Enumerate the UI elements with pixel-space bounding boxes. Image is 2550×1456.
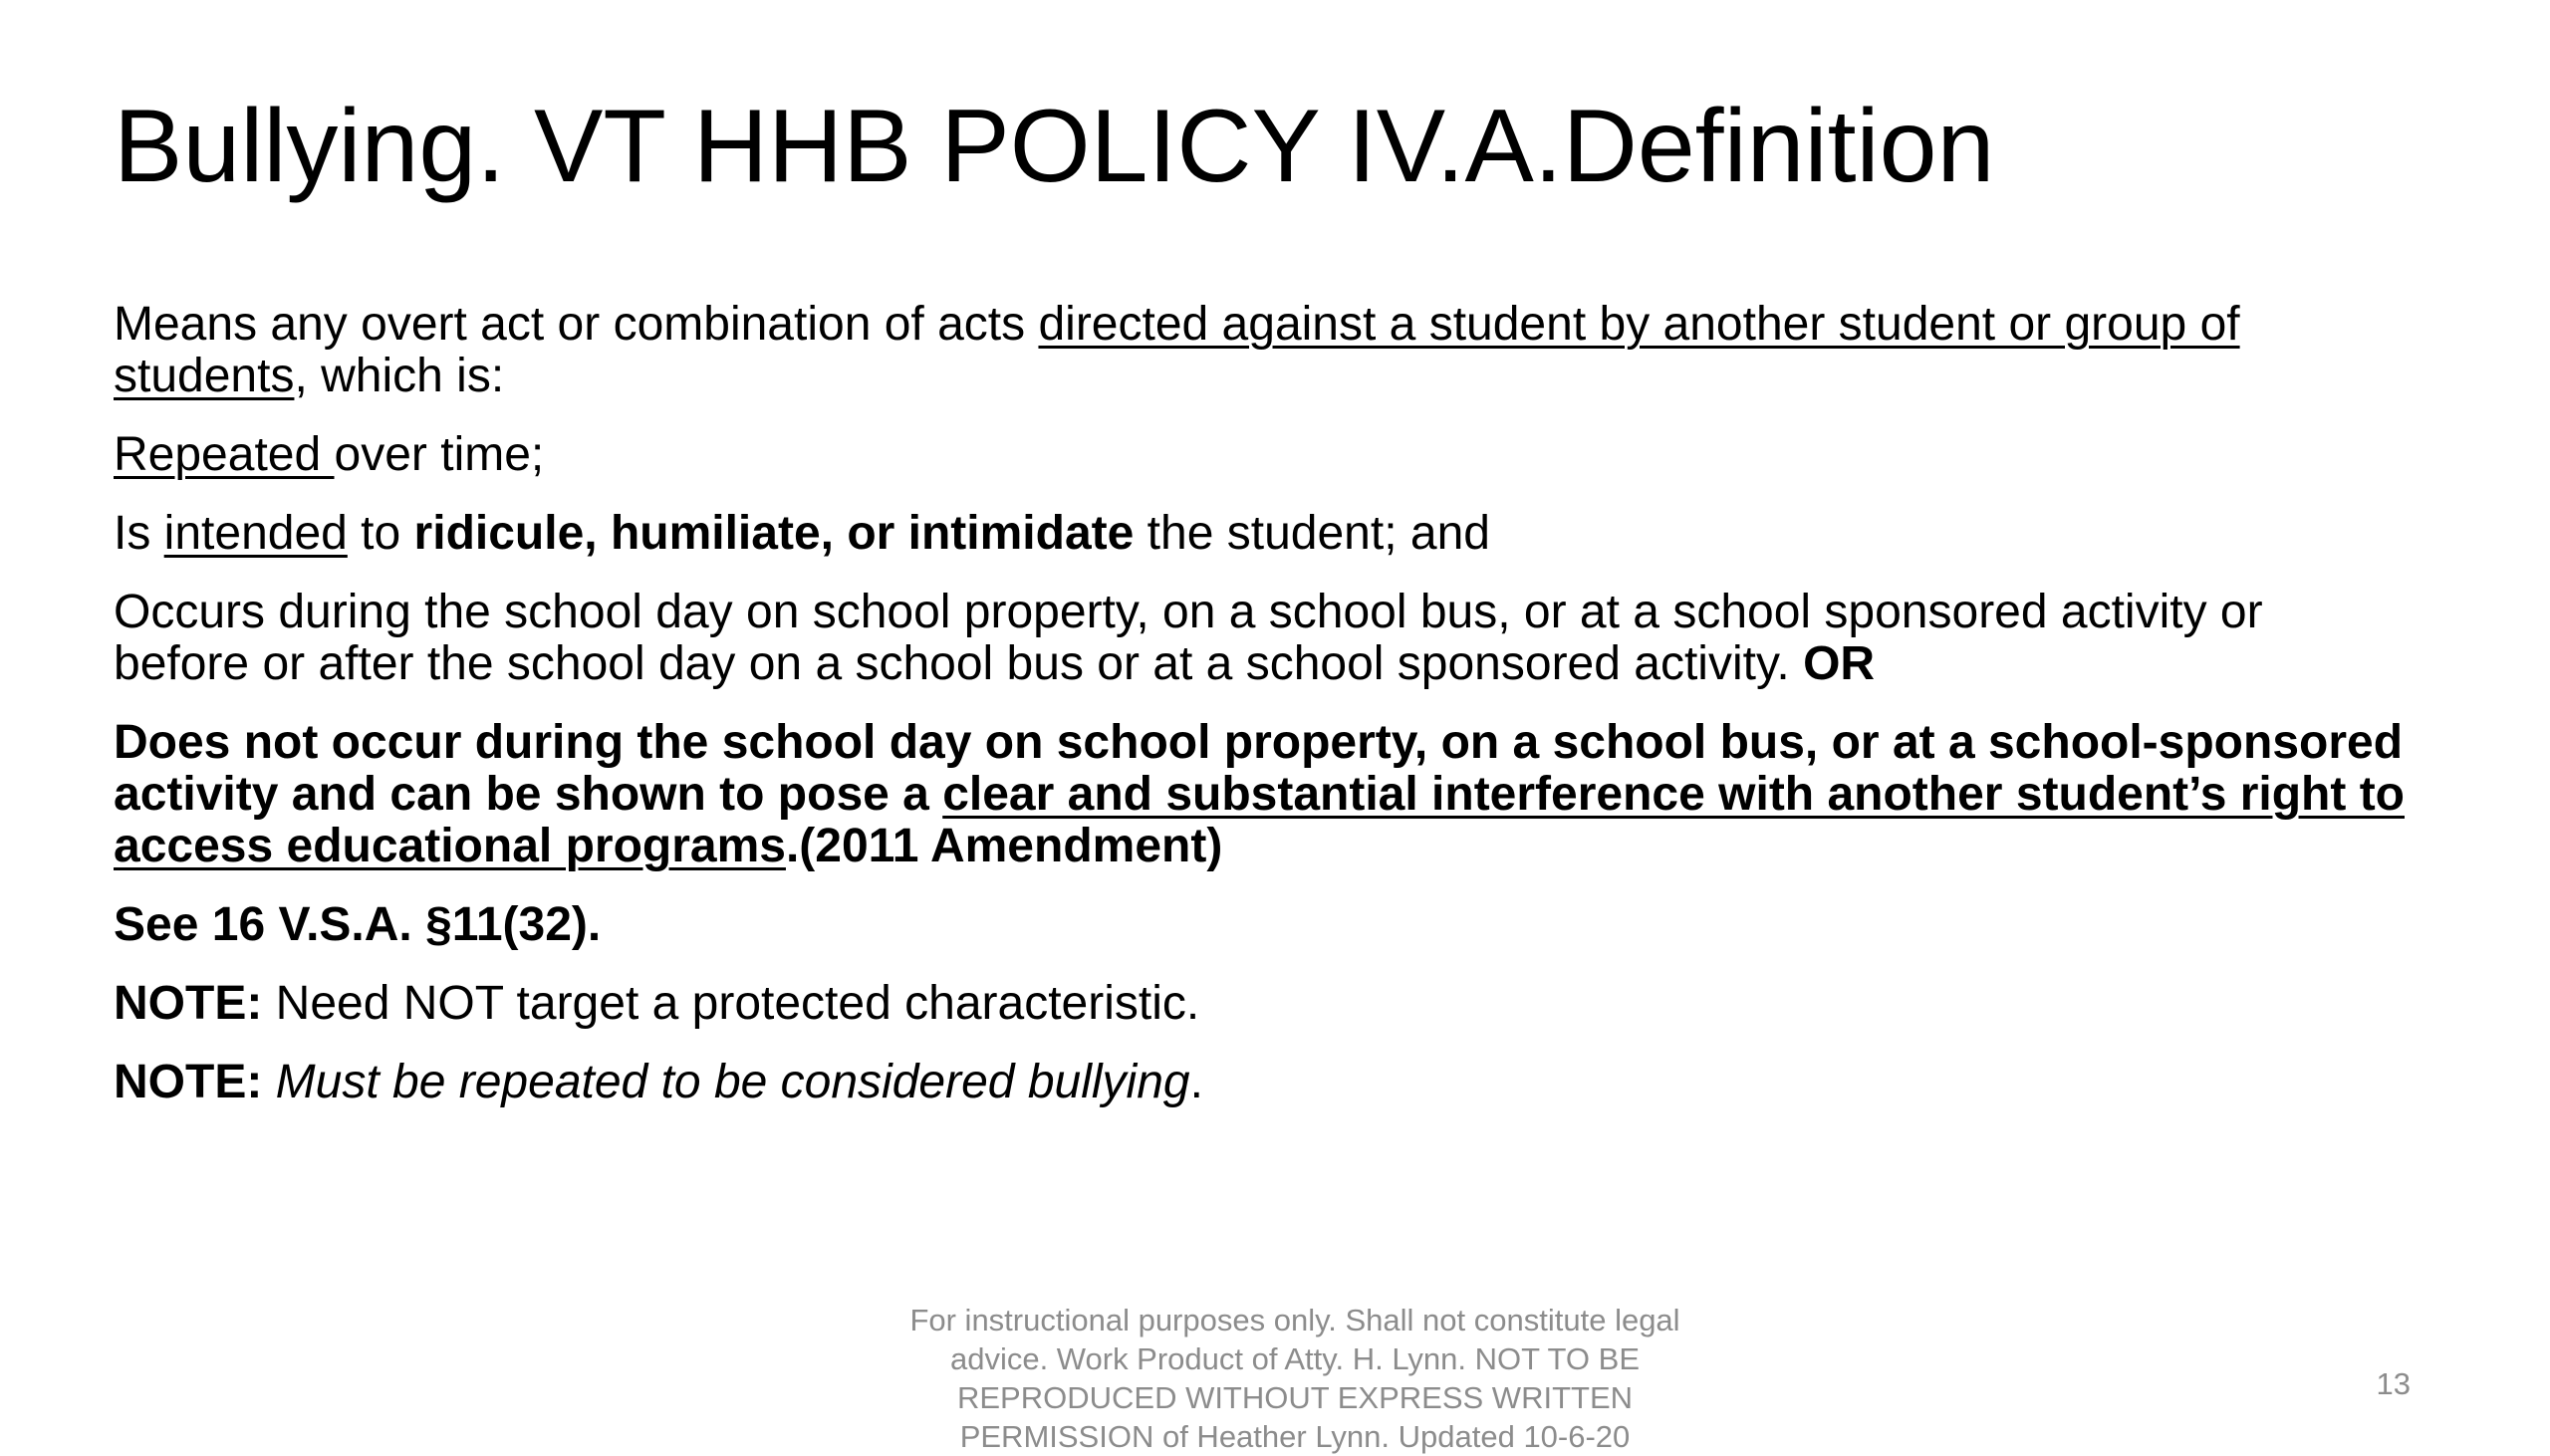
repeated-paragraph — [114, 429, 2405, 481]
slide-number: 13 — [2376, 1366, 2411, 1401]
underlined-text: directed against a student by another student or group of students — [114, 298, 2240, 402]
footer-disclaimer: For instructional purposes only. Shall not constitute legal advice. Work Product of Atty. H. Lynn. NOT TO BE REPRODUCED WITHOUT EXPRESS WRITTEN PERMISSION of Heather Lynn. Updated 10-6-20 — [909, 1303, 1680, 1454]
underlined-text: intended — [163, 507, 348, 560]
note-repeated — [114, 1057, 2405, 1108]
text-run: . — [1189, 1056, 1203, 1108]
text-run: Means any overt act or combination of acts — [114, 298, 1039, 351]
statute-citation: See 16 V.S.A. §11(32). — [114, 898, 602, 951]
slide-body — [114, 299, 2405, 1135]
definition-paragraph — [114, 299, 2405, 402]
underlined-text: Repeated — [114, 428, 335, 481]
intended-paragraph — [114, 508, 2405, 560]
italic-text: Must be repeated to be considered bullying — [262, 1056, 1190, 1108]
bold-text: OR — [1803, 637, 1876, 690]
bold-text: ridicule, humiliate, or intimidate — [413, 507, 1135, 560]
underlined-text: clear and substantial interference with another student’s right to access educational programs — [114, 768, 2405, 872]
text-run: Does not occur during the school day on school property, on a school bus, or at a school-sponsored activity and can be shown to pose a — [114, 716, 2404, 821]
note-label: NOTE: — [114, 1056, 263, 1108]
note-protected-characteristic — [114, 978, 2405, 1030]
text-run: , which is: — [294, 350, 505, 402]
text-run: Need NOT target a protected characteristic. — [262, 977, 1200, 1030]
slide-title: Bullying. VT HHB POLICY IV.A.Definition — [114, 89, 1995, 204]
text-run: to — [347, 507, 414, 560]
occurs-paragraph — [114, 587, 2405, 690]
text-run: Is — [114, 507, 164, 560]
text-run: over time; — [334, 428, 545, 481]
note-label: NOTE: — [114, 977, 263, 1030]
text-run: .(2011 Amendment) — [785, 820, 1223, 872]
amendment-paragraph — [114, 717, 2405, 872]
text-run: the student; and — [1134, 507, 1490, 560]
text-run: Occurs during the school day on school property, on a school bus, or at a school sponsored activity or before or after the school day on a school bus or at a school sponsored activity. — [114, 586, 2263, 690]
